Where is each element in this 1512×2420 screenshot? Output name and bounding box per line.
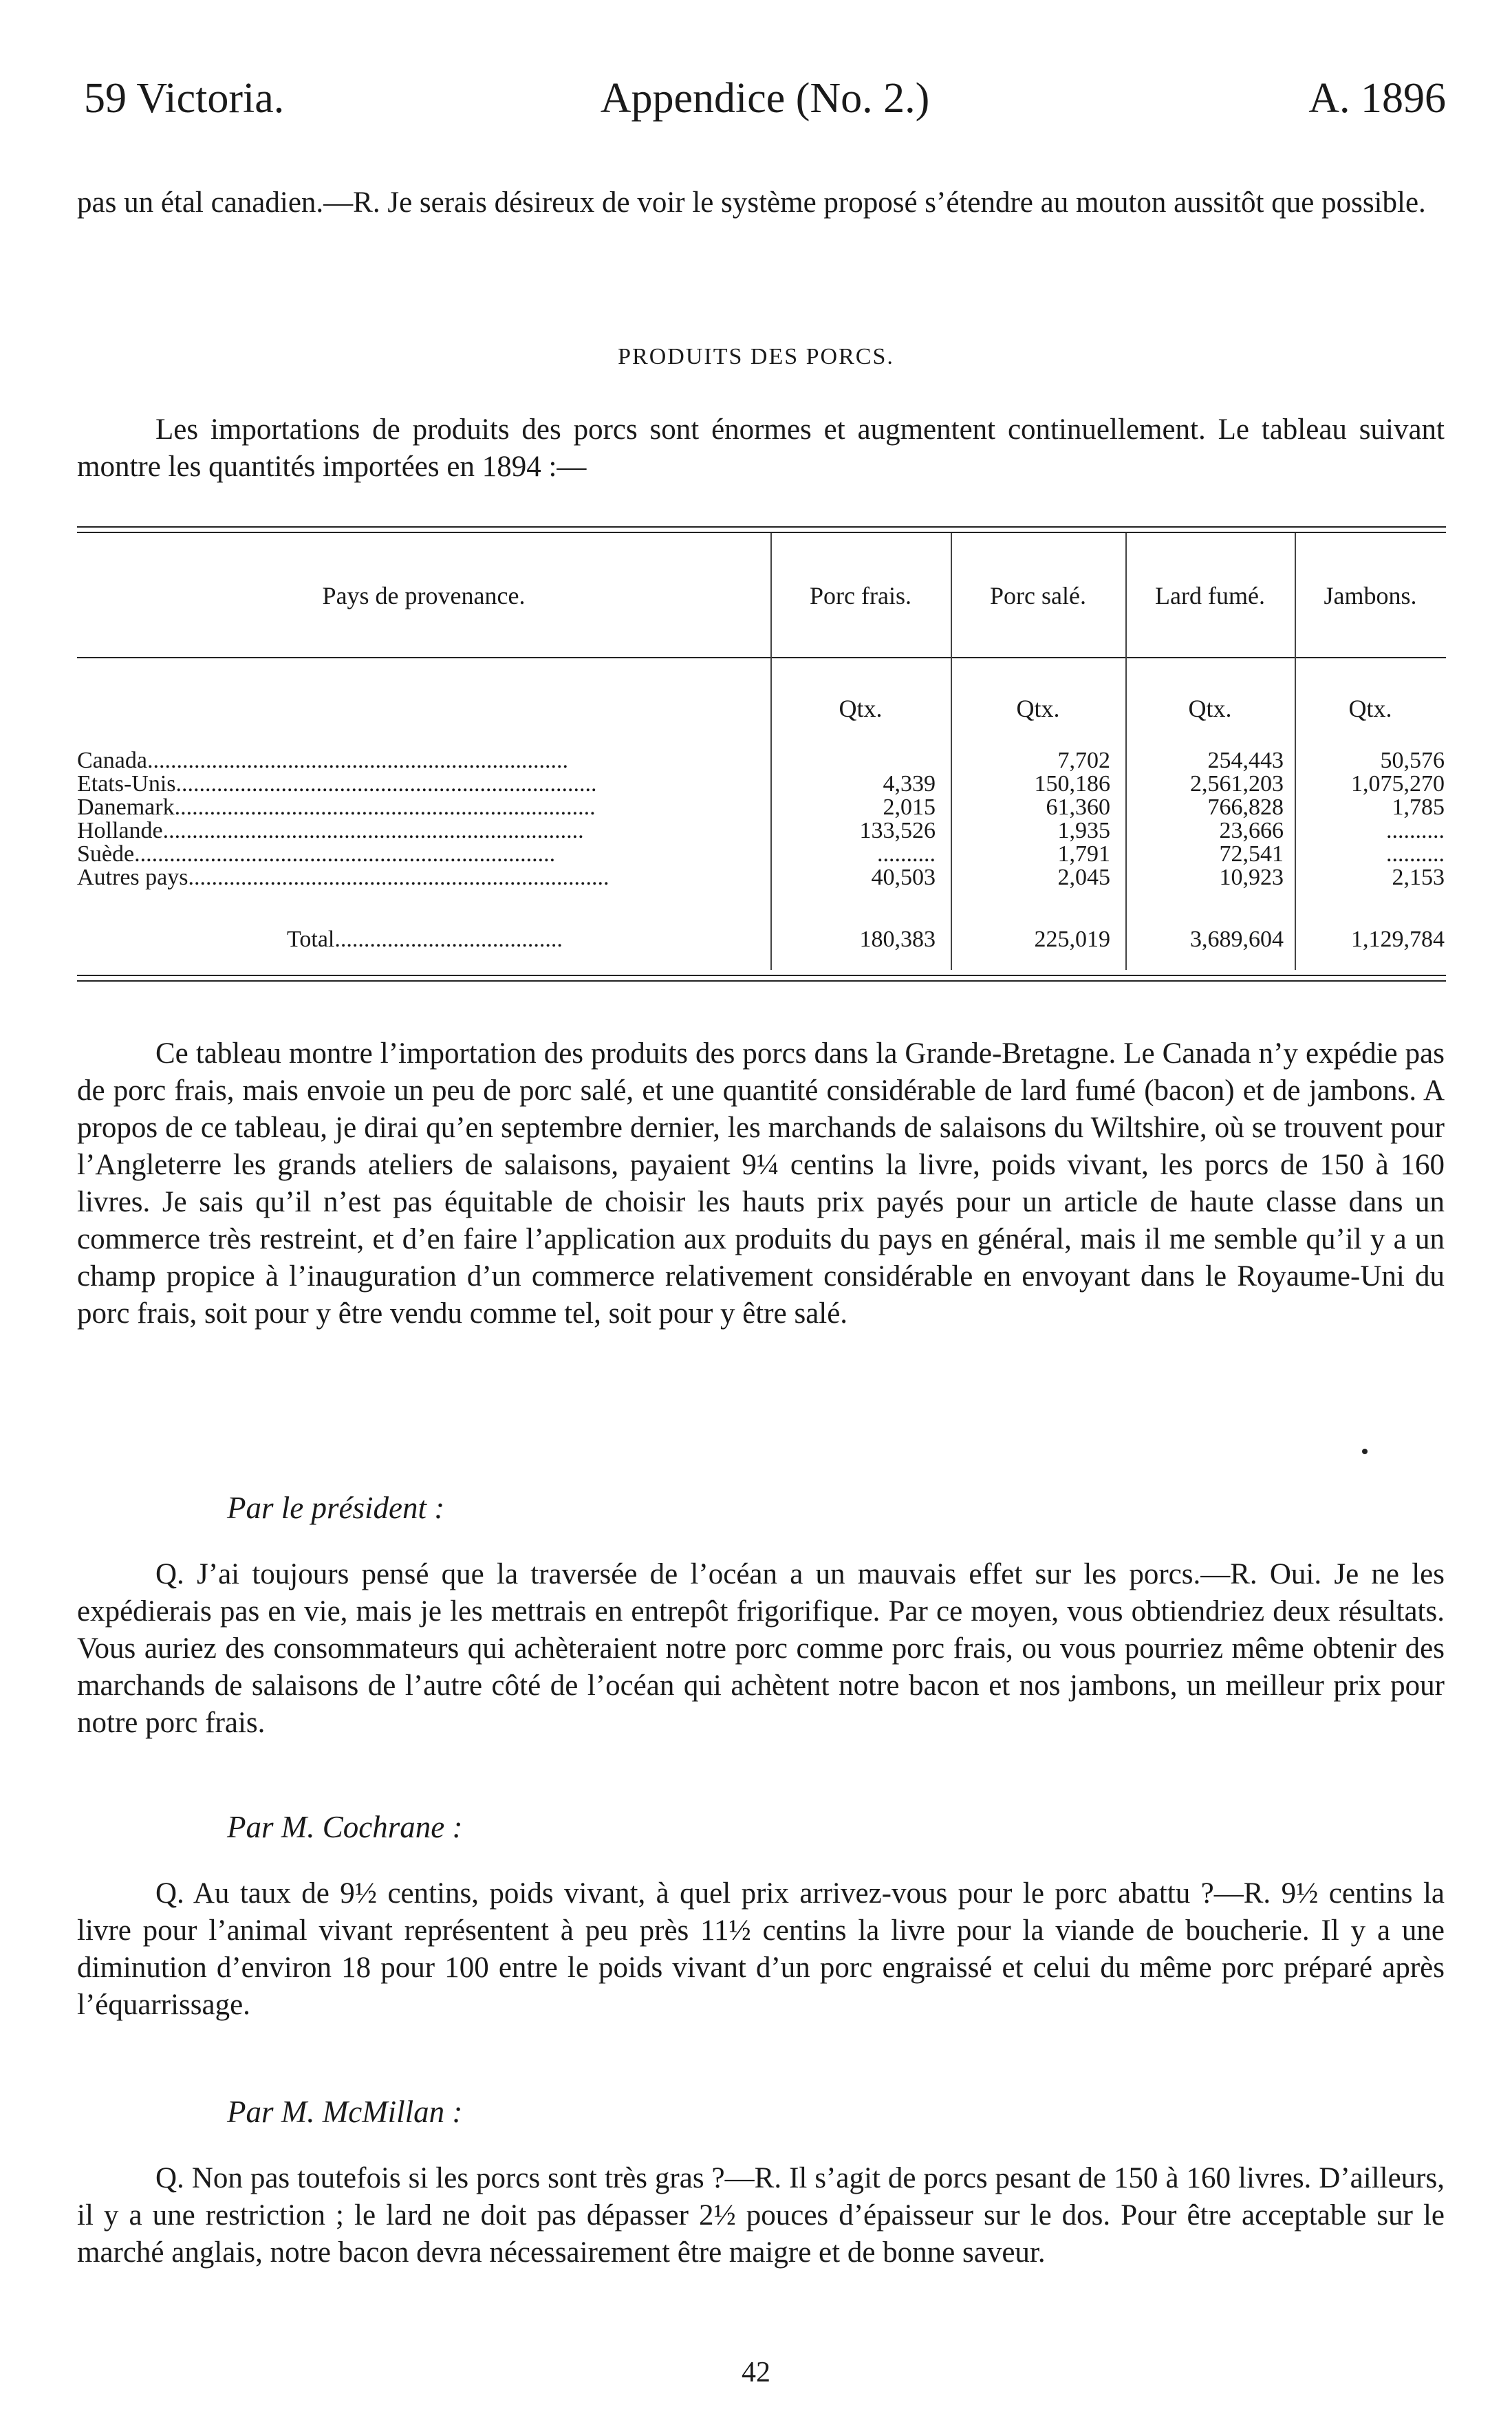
section-intro-paragraph	[77, 411, 1445, 486]
qa-text-2: Q. Au taux de 9½ centins, poids vivant, à quel prix arrivez-vous pour le porc abattu ?—R. 9½ centins la livre pour l’animal vivant représentent à peu près 11½ centins la livre pour la viande de boucherie. Il y a une diminution d’environ 18 pour 100 entre le poids vivant d’un porc engraissé et celui du même porc préparé après l’équarrissage.	[77, 1877, 1445, 2021]
salt-pork-value: 61,360	[1046, 795, 1110, 820]
header-bacon: Lard fumé.	[1155, 582, 1265, 609]
byline-cochrane: Par M. Cochrane :	[227, 1810, 463, 1844]
fresh-pork-value: 40,503	[871, 865, 936, 890]
fresh-pork-value: 133,526	[859, 818, 936, 843]
table-rule	[77, 657, 1446, 658]
stray-mark	[1362, 1449, 1368, 1454]
page-number: 42	[742, 2357, 770, 2388]
country-name: Autres pays........................................................................	[77, 865, 609, 890]
salt-pork-value: 1,935	[1057, 818, 1110, 843]
table-rule	[77, 975, 1446, 976]
bacon-value: 10,923	[1219, 865, 1284, 890]
country-name: Hollande........................................................................	[77, 818, 584, 843]
analysis-paragraph	[77, 1035, 1445, 1332]
unit-label: Qtx.	[1188, 695, 1232, 722]
bacon-value: 766,828	[1207, 795, 1284, 820]
country-name: Etats-Unis........................................................................	[77, 771, 597, 797]
country-name: Danemark........................................................................	[77, 795, 596, 820]
byline-mcmillan: Par M. McMillan :	[227, 2095, 463, 2129]
fresh-pork-value: 4,339	[883, 771, 936, 797]
table-row	[77, 771, 1446, 795]
header-appendix: Appendice (No. 2.)	[600, 75, 930, 122]
qa-text-3: Q. Non pas toutefois si les porcs sont très gras ?—R. Il s’agit de porcs pesant de 150 à 160 livres. D’ailleurs, il y a une restriction ; le lard ne doit pas dépasser 2½ pouces d’épaisseur sur le dos. Pour être acceptable sur le marché anglais, notre bacon devra nécessairement être maigre et de bonne saveur.	[77, 2162, 1445, 2269]
bacon-value: 254,443	[1207, 748, 1284, 773]
hams-value: ..........	[1386, 818, 1445, 843]
hams-total: 1,129,784	[1351, 927, 1445, 952]
qa-paragraph-2	[77, 1875, 1445, 2024]
salt-pork-total: 225,019	[1034, 927, 1110, 952]
bacon-value: 23,666	[1219, 818, 1284, 843]
table-total-row	[77, 927, 1446, 950]
salt-pork-value: 1,791	[1057, 841, 1110, 867]
section-intro-text: Les importations de produits des porcs sont énormes et augmentent continuellement. Le tableau suivant montre les quantités importées en 1894 :—	[77, 413, 1445, 483]
hams-value: 50,576	[1380, 748, 1445, 773]
qa-paragraph-3	[77, 2160, 1445, 2271]
country-name: Canada........................................................................	[77, 748, 568, 773]
unit-label: Qtx.	[1348, 695, 1392, 722]
salt-pork-value: 7,702	[1057, 748, 1110, 773]
intro-text: pas un étal canadien.—R. Je serais désireux de voir le système proposé s’étendre au mouton aussitôt que possible.	[77, 186, 1426, 219]
qa-paragraph-1	[77, 1556, 1445, 1742]
table-rule	[77, 980, 1446, 982]
hams-value: 1,785	[1392, 795, 1445, 820]
total-label: Total.......................................	[287, 927, 563, 952]
fresh-pork-total: 180,383	[859, 927, 936, 952]
table-rule	[77, 532, 1446, 533]
table-row	[77, 865, 1446, 888]
byline-president: Par le président :	[227, 1491, 445, 1525]
country-name: Suède........................................................................	[77, 841, 556, 867]
table-row	[77, 818, 1446, 841]
fresh-pork-value: ..........	[877, 841, 936, 867]
header-year: A. 1896	[1308, 75, 1446, 122]
section-title: PRODUITS DES PORCS.	[618, 344, 894, 369]
page-header	[84, 74, 1446, 129]
unit-label: Qtx.	[1016, 695, 1060, 722]
table-rule	[77, 526, 1446, 528]
hams-value: 1,075,270	[1351, 771, 1445, 797]
salt-pork-value: 2,045	[1057, 865, 1110, 890]
header-salt-pork: Porc salé.	[990, 582, 1086, 609]
intro-paragraph	[77, 184, 1445, 222]
analysis-text: Ce tableau montre l’importation des produits des porcs dans la Grande-Bretagne. Le Canada n’y expédie pas de porc frais, mais envoie un peu de porc salé, et une quantité considérable de lard fumé (bacon) et de jambons. A propos de ce tableau, je dirai qu’en septembre dernier, les marchands de salaisons du Wiltshire, où se trouvent pour l’Angleterre les grands ateliers de salaisons, payaient 9¼ centins la livre, poids vivant, les porcs de 150 à 160 livres. Je sais qu’il n’est pas équitable de choisir les hauts prix payés pour un article de haute classe dans un commerce très restreint, et d’en faire l’application aux produits du pays en général, mais il me semble qu’il y a un champ propice à l’inauguration d’un commerce relativement considérable en envoyant dans le Royaume-Uni du porc frais, soit pour y être vendu comme tel, soit pour y être salé.	[77, 1037, 1445, 1330]
unit-label: Qtx.	[839, 695, 883, 722]
hams-value: ..........	[1386, 841, 1445, 867]
bacon-value: 2,561,203	[1190, 771, 1284, 797]
table-row	[77, 841, 1446, 865]
bacon-value: 72,541	[1219, 841, 1284, 867]
table-row	[77, 748, 1446, 771]
table-row	[77, 795, 1446, 818]
header-country: Pays de provenance.	[322, 582, 526, 609]
fresh-pork-value: 2,015	[883, 795, 936, 820]
header-session: 59 Victoria.	[84, 75, 285, 122]
hams-value: 2,153	[1392, 865, 1445, 890]
bacon-total: 3,689,604	[1190, 927, 1284, 952]
qa-text-1: Q. J’ai toujours pensé que la traversée de l’océan a un mauvais effet sur les porcs.—R. Oui. Je ne les expédierais pas en vie, mais je les mettrais en entrepôt frigorifique. Par ce moyen, vous obtiendriez deux résultats. Vous auriez des consommateurs qui achèteraient notre porc comme porc frais, ou vous pourriez même obtenir des marchands de salaisons de l’autre côté de l’océan qui achètent notre bacon et nos jambons, un meilleur prix pour notre porc frais.	[77, 1558, 1445, 1739]
salt-pork-value: 150,186	[1034, 771, 1110, 797]
header-hams: Jambons.	[1324, 582, 1417, 609]
header-fresh-pork: Porc frais.	[810, 582, 911, 609]
